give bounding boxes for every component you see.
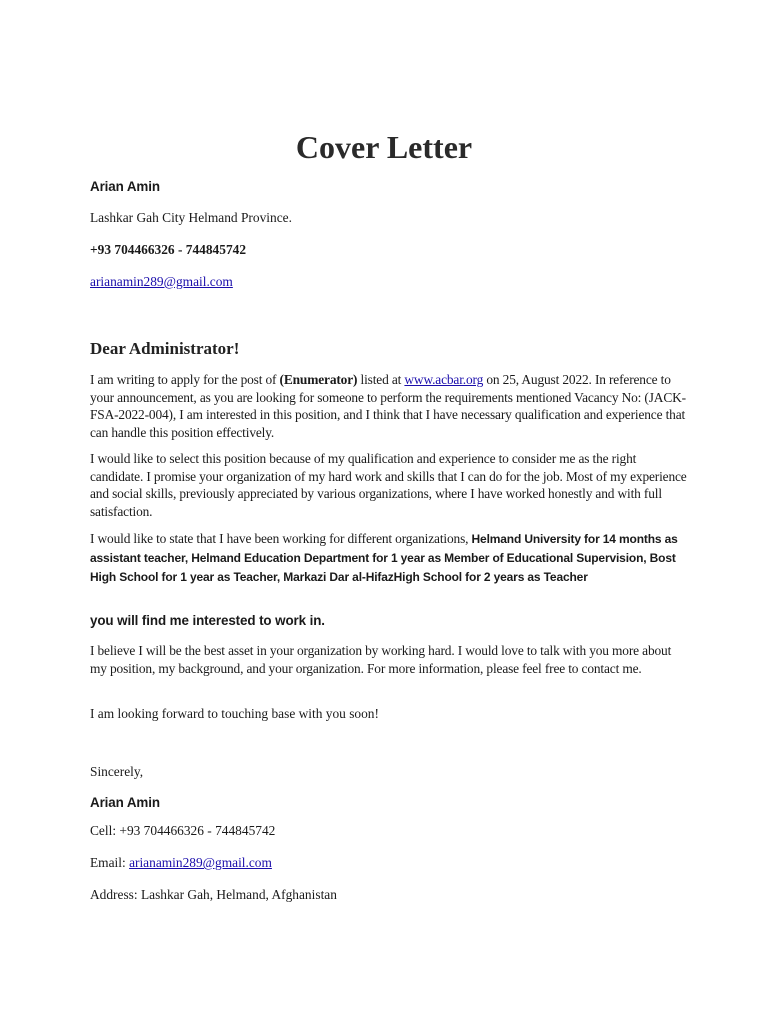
- acbar-link[interactable]: www.acbar.org: [404, 372, 484, 387]
- closing-address: Address: Lashkar Gah, Helmand, Afghanistan: [90, 887, 337, 902]
- p3-text-a: I would like to state that I have been working for different organizations,: [90, 531, 472, 546]
- p1-text-c: on 25, August 2022. In reference to your announcement, as you are looking for someone to perform the requirements mentioned Vacancy No: (JACK-FSA-2022-004), I am interested in this position, and I think that I have necessary qualification and experience that can handle this position effectively.: [90, 372, 686, 440]
- cell-number: +93 704466326 - 744845742: [119, 823, 276, 838]
- sender-name: Arian Amin: [90, 179, 160, 194]
- experience-list: Helmand University for 14 months as assistant teacher, Helmand Education Department for 1 year as Member of Educational Supervision, Bost High School for 1 year as Teacher, Markazi Dar al-HifazHigh School for 2 years as Teacher: [90, 532, 678, 584]
- closing-cell: [90, 822, 275, 839]
- sender-address: Lashkar Gah City Helmand Province.: [90, 210, 292, 225]
- p1-text-a: I am writing to apply for the post of: [90, 372, 280, 387]
- closing-name: Arian Amin: [90, 795, 160, 810]
- closing-email: [90, 854, 272, 871]
- cell-label: Cell:: [90, 823, 120, 838]
- paragraph-forward: I am looking forward to touching base with you soon!: [90, 706, 379, 721]
- paragraph-experience: [90, 530, 690, 586]
- paragraph-motivation: I would like to select this position because of my qualification and experience to consider me as the right candidate. I promise your organization of my hard work and skills that I can do for the job. Most of my experience and social skills, previously appreciated by various organizations, where I have worked honestly and with full satisfaction.: [90, 451, 687, 519]
- p1-text-b: listed at: [357, 372, 405, 387]
- position-title: (Enumerator): [279, 372, 358, 387]
- paragraph-application: [90, 371, 690, 441]
- closing-sincerely: Sincerely,: [90, 764, 144, 779]
- email-label: Email:: [90, 855, 130, 870]
- sender-email-link[interactable]: arianamin289@gmail.com: [90, 274, 233, 289]
- salutation: Dear Administrator!: [90, 339, 240, 358]
- paragraph-interest: you will find me interested to work in.: [90, 613, 325, 628]
- sender-email-line: [90, 273, 233, 290]
- sender-phone: +93 704466326 - 744845742: [90, 242, 247, 257]
- paragraph-asset: I believe I will be the best asset in your organization by working hard. I would love to talk with you more about my position, my background, and your organization. For more information, please feel free to contact me.: [90, 643, 672, 676]
- closing-email-link[interactable]: arianamin289@gmail.com: [129, 855, 272, 870]
- document-title: Cover Letter: [295, 129, 473, 165]
